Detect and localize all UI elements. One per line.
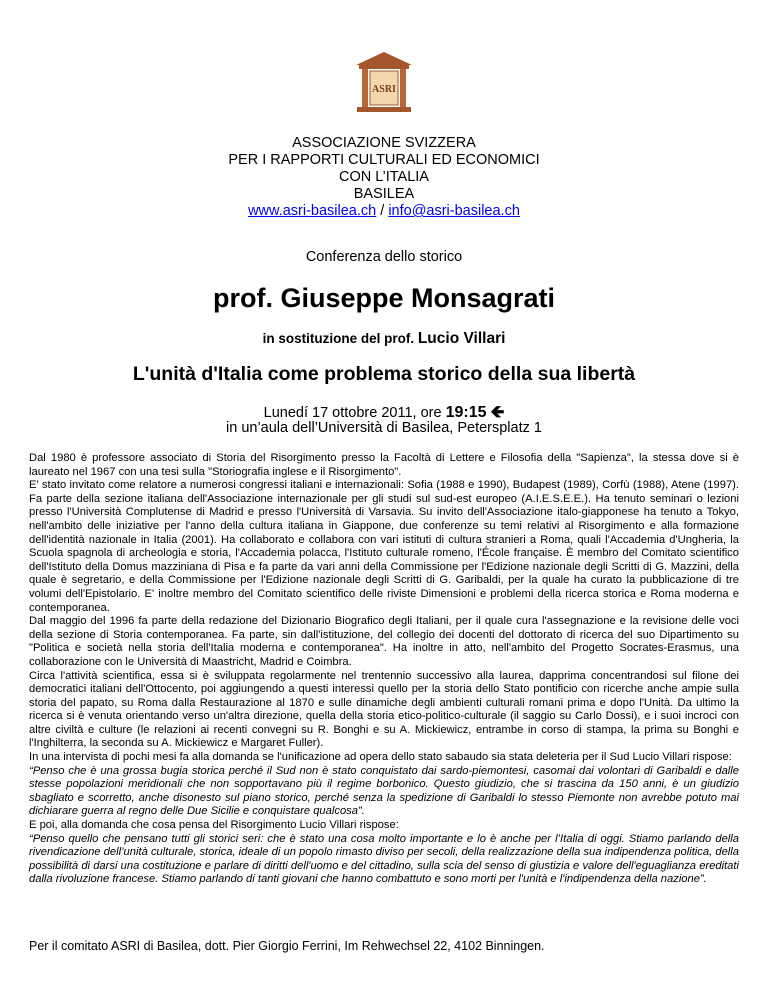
quote-1: “Penso che è una grossa bugia storica perché il Sud non è stato conquistato dai sardo-piemontesi, casomai dai volontari di Garibaldi e dalle stesse popolazioni meridionali che non sopportavano più il regime borbonico. Questo giudizio, che si trascina da 150 anni, è un giudizio sbagliato e scorretto, anche disonesto sul piano storico, perché senza la spedizione di Garibaldi lo stesso Piemonte non avrebbe potuto mai dichiarare guerra al regno delle Due Sicilie e conquistare qualcosa”. [29,764,739,818]
paragraph-5: In una intervista di pochi mesi fa alla domanda se l'unificazione ad opera dello stato sabaudo sia stata deleteria per il Sud Lucio Villari rispose: [29,751,732,764]
footer-signature: Per il comitato ASRI di Basilea, dott. Pier Giorgio Ferrini, Im Rehwechsel 22, 4102 Binningen. [29,939,545,953]
paragraph-4: Circa l'attività scientifica, essa si è sviluppata regolarmente nel trentennio successivo alla laurea, dapprima concentrandosi sul filone dei democratici italiani dell'Ottocento, poi aggiungendo a questi interessi quello per la storia dello Stato pontificio con ricerche anche ampie sulla storia del papato, su Roma dalla Restaurazione al 1870 e sulle dinamiche degli ambienti culturali romani prima e dopo l'Unità. Da ultimo la ricerca si è venuta orientando verso un'altra direzione, quella della storia etico-politico-culturale (il saggio su Carlo Dossi), e i suoi incroci con altre civiltà e culture (le relazioni ai recenti convegni su R. Bonghi e su A. Mickiewicz, entrambe in corso di stampa, la prima su Bonghi e l'Inghilterra, la seconda su A. Mickiewicz e Margaret Fuller). [29,669,739,750]
paragraph-1: Dal 1980 è professore associato di Storia del Risorgimento presso la Facoltà di Lettere e Filosofia della "Sapienza", la stessa dove si è laureato nel 1967 con una tesi sulla "Storiografia inglese e il Risorgimento". [29,452,739,478]
paragraph-6: E poi, alla domanda che cosa pensa del Risorgimento Lucio Villari rispose: [29,819,399,832]
logo-roof [356,52,412,65]
logo-column-right [400,69,406,107]
organization-header [0,135,768,220]
asri-logo [354,50,414,116]
replacement-prefix: in sostituzione del prof. [262,331,418,346]
org-line-1: ASSOCIAZIONE SVIZZERA [292,135,476,151]
speaker-name: prof. Giuseppe Monsagrati [212,283,556,313]
org-line-3: CON L’ITALIA [339,169,429,185]
website-link[interactable]: www.asri-basilea.ch [248,203,377,219]
org-line-2: PER I RAPPORTI CULTURALI ED ECONOMICI [228,152,540,168]
lecture-title: L'unità d'Italia come problema storico della sua libertà [132,363,636,385]
contact-line [0,203,768,220]
logo-entablature [359,65,409,69]
logo-text: ASRI [372,84,396,95]
conference-intro: Conferenza dello storico [305,249,463,265]
contact-separator: / [376,203,389,219]
replacement-name: Lucio Villari [417,330,506,347]
paragraph-3: Dal maggio del 1996 fa parte della redazione del Dizionario Biografico degli Italiani, per il quale cura l'assegnazione e la revisione delle voci della sezione di Storia contemporanea. Fa parte, sin dall'istituzione, del collegio dei docenti del dottorato di ricerca del suo Dipartimento su "Politica e società nella storia dell'Italia moderna e contemporanea". Ha inoltre in atto, nell'ambito del Progetto Socrates-Erasmus, una collaborazione con le Università di Maastricht, Madrid e Coimbra. [29,615,739,668]
quote-2: “Penso quello che pensano tutti gli storici seri: che è stato una cosa molto importante e lo è anche per l’Italia di oggi. Stiamo parlando della rivendicazione dell’unità culturale, storica, ideale di un popolo rimasto diviso per secoli, della realizzazione della sua indipendenza politica, della possibilità di darsi una costituzione e parlare di diritti dell'uomo e del cittadino, sulla scia del senso di giustizia e valore dell'eguaglianza ereditati dalla rivoluzione francese. Stiamo parlando di tanti giovani che hanno combattuto e sono morti per l'unità e l'indipendenza della nazione”. [29,832,739,886]
logo-column-left [362,69,368,107]
paragraph-2: E' stato invitato come relatore a numerosi congressi italiani e internazionali: Sofia (1988 e 1990), Budapest (1989), Corfù (1988), Atene (1997). Fa parte della sezione italiana dell'Associazione internazionale per gli studi sul sud-est europeo (A.I.E.S.E.E.). Ha tenuto seminari o lezioni presso l'Università Complutense di Madrid e presso l'Università di Varsavia. Su invito dell'Associazione italo-giapponese ha tenuto a Tokyo, nell'ambito delle iniziative per l'anno della cultura italiana in Giappone, due conferenze su temi relativi al Risorgimento e alla formazione dell'identità nazionale in Italia (2001). Ha collaborato e collabora con vari istituti di cultura stranieri a Roma, quali l'Accademia d'Ungheria, la Scuola spagnola di archeologia e storia, l'Accademia polacca, l'Istituto culturale romeno, l'École française. È membro del Comitato scientifico dell'Istituto della Domus mazziniana di Pisa e fa parte da vari anni della Commissione per l'Edizione nazionale degli Scritti di G. Mazzini, della quale è segretario, e della Commissione per l'Edizione nazionale degli Scritti di G. Garibaldi, per la quale ha curato la pubblicazione di tre volumi dell'Epistolario. E' inoltre membro del Comitato scientifico delle riviste Dimensioni e problemi della ricerca storica e Roma moderna e contemporanea. [29,479,739,614]
event-time: 19:15 [445,404,487,421]
event-place: in un’aula dell’Università di Basilea, Petersplatz 1 [226,420,542,436]
date-text: Lunedí 17 ottobre 2011, ore [263,405,446,421]
org-line-4: BASILEA [353,186,415,202]
replacement-line [0,330,768,348]
logo-base [357,107,411,112]
email-link[interactable]: info@asri-basilea.ch [388,203,520,219]
arrow-left-icon: 🡸 [490,402,505,421]
biography-text [29,452,739,887]
